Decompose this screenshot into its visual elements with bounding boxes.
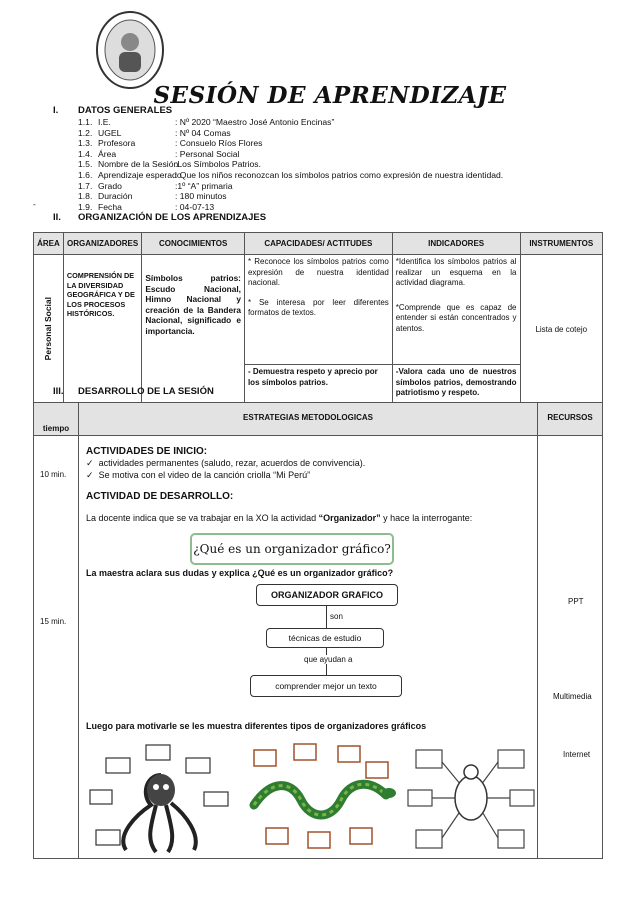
recurso-ppt: PPT	[568, 597, 584, 606]
capacidad-2: * Se interesa por leer diferentes formatos de textos.	[247, 297, 389, 317]
indicador-1: *Identifica los símbolos patrios al realizar un esquema en la actividad diagrama.	[395, 257, 517, 287]
map-node-top: ORGANIZADOR GRAFICO	[256, 584, 398, 606]
general-value: :Los Símbolos Patrios.	[175, 159, 261, 170]
map-node-mid: técnicas de estudio	[266, 628, 384, 648]
header-instrumentos: INSTRUMENTOS	[520, 233, 603, 255]
header-tiempo: tiempo	[34, 403, 79, 436]
motivar-text: Luego para motivarle se les muestra diferentes tipos de organizadores gráficos	[86, 721, 427, 731]
snake-organizer-image	[246, 740, 396, 855]
general-number: 1.1.	[78, 117, 93, 127]
time-10min: 10 min.	[40, 470, 67, 479]
general-data-list	[0, 117, 638, 217]
header-indicadores: INDICADORES	[392, 233, 520, 255]
general-number: 1.7.	[78, 180, 93, 191]
general-key: UGEL	[98, 127, 122, 138]
header-area: ÁREA	[34, 233, 64, 255]
aclara-text: La maestra aclara sus dudas y explica ¿Qué es un organizador gráfico?	[86, 568, 394, 578]
general-value: : Que los niños reconozcan los símbolos patrios como expresión de nuestra identidad.	[175, 170, 504, 180]
general-value: : 04-07-13	[175, 201, 215, 212]
insect-organizer-image	[406, 740, 536, 855]
general-value: : Nº 2020 “Maestro José Antonio Encinas”	[175, 117, 335, 127]
header-conocimientos: CONOCIMIENTOS	[142, 233, 245, 255]
check-icon: ✓	[86, 470, 94, 480]
general-value: : Personal Social	[175, 148, 240, 159]
general-value: : 180 minutos	[175, 191, 227, 202]
section-2-number: II.	[53, 212, 61, 223]
general-key: Fecha	[98, 201, 122, 212]
octopus-organizer-image	[86, 740, 236, 855]
page-title: SESIÓN DE APRENDIZAJE	[153, 82, 507, 109]
general-key: Aprendizaje esperado	[98, 170, 182, 180]
general-number: 1.6.	[78, 170, 93, 180]
general-number: 1.4.	[78, 148, 93, 159]
section-2-title: ORGANIZACIÓN DE LOS APRENDIZAJES	[78, 212, 267, 223]
inicio-item-1: ✓ actividades permanentes (saludo, rezar, acuerdos de convivencia).	[86, 458, 366, 468]
recurso-multimedia: Multimedia	[553, 692, 592, 701]
general-key: Grado	[98, 180, 122, 191]
map-link-1: son	[330, 612, 343, 621]
general-number: 1.3.	[78, 138, 93, 149]
header-capacidades: CAPACIDADES/ ACTITUDES	[244, 233, 392, 255]
header-estrategias: ESTRATEGIAS METODOLOGICAS	[79, 403, 538, 436]
general-value: : Consuelo Ríos Flores	[175, 138, 263, 149]
section-1-number: I.	[53, 105, 59, 116]
capacidad-1: * Reconoce los símbolos patrios como expresión de nuestra identidad nacional.	[247, 257, 389, 287]
actitud-indicador-text: -Valora cada uno de nuestros símbolos patrios, demostrando patriotismo y respeto.	[392, 365, 520, 405]
general-key: Duración	[98, 191, 133, 202]
desarrollo-title: ACTIVIDAD DE DESARROLLO:	[86, 491, 234, 502]
section-3-title: DESARROLLO DE LA SESIÓN	[78, 386, 214, 397]
general-number: 1.2.	[78, 127, 93, 138]
general-number: 1.5.	[78, 159, 93, 170]
conocimiento-text: Símbolos patrios: Escudo Nacional, Himno Nacional y creación de la Bandera Nacional, significado e importancia.	[145, 273, 241, 336]
question-box: ¿Qué es un organizador gráfico?	[190, 533, 394, 565]
general-key: I.E.	[98, 117, 111, 127]
time-15min: 15 min.	[40, 617, 67, 626]
general-value: : Nº 04 Comas	[175, 127, 231, 138]
header-organizadores: ORGANIZADORES	[63, 233, 142, 255]
general-number: 1.9.	[78, 201, 93, 212]
recurso-internet: Internet	[563, 750, 591, 759]
section-3-number: III.	[53, 386, 64, 397]
section-1-title: DATOS GENERALES	[78, 105, 173, 116]
area-personal-social: Personal Social	[43, 296, 54, 361]
desarrollo-text: La docente indica que se va trabajar en la XO la actividad “Organizador” y hace la interrogante:	[86, 513, 473, 523]
indicador-2: *Comprende que es capaz de entender si están concentrados y atentos.	[395, 302, 517, 333]
general-key: Profesora	[98, 138, 136, 149]
organizador-text: COMPRENSIÓN DE LA DIVERSIDAD GEOGRÁFICA Y DE LOS PROCESOS HISTÓRICOS.	[66, 271, 135, 318]
map-link-2: que ayudan a	[304, 655, 353, 664]
organization-table	[33, 232, 603, 405]
instrumento-text: Lista de cotejo	[535, 325, 588, 334]
inicio-title: ACTIVIDADES DE INICIO:	[86, 446, 208, 457]
actitud-text: - Demuestra respeto y aprecio por los símbolos patrios.	[244, 365, 392, 405]
inicio-item-2: ✓ Se motiva con el video de la canción criolla “Mi Perú”	[86, 470, 311, 480]
map-node-bottom: comprender mejor un texto	[250, 675, 402, 697]
general-value: :1º “A” primaria	[175, 180, 233, 191]
general-key: Área	[98, 148, 117, 159]
general-number: 1.8.	[78, 191, 93, 202]
school-logo	[95, 10, 165, 90]
general-key: Nombre de la Sesión	[98, 159, 179, 170]
check-icon: ✓	[86, 458, 94, 468]
header-recursos: RECURSOS	[538, 403, 603, 436]
